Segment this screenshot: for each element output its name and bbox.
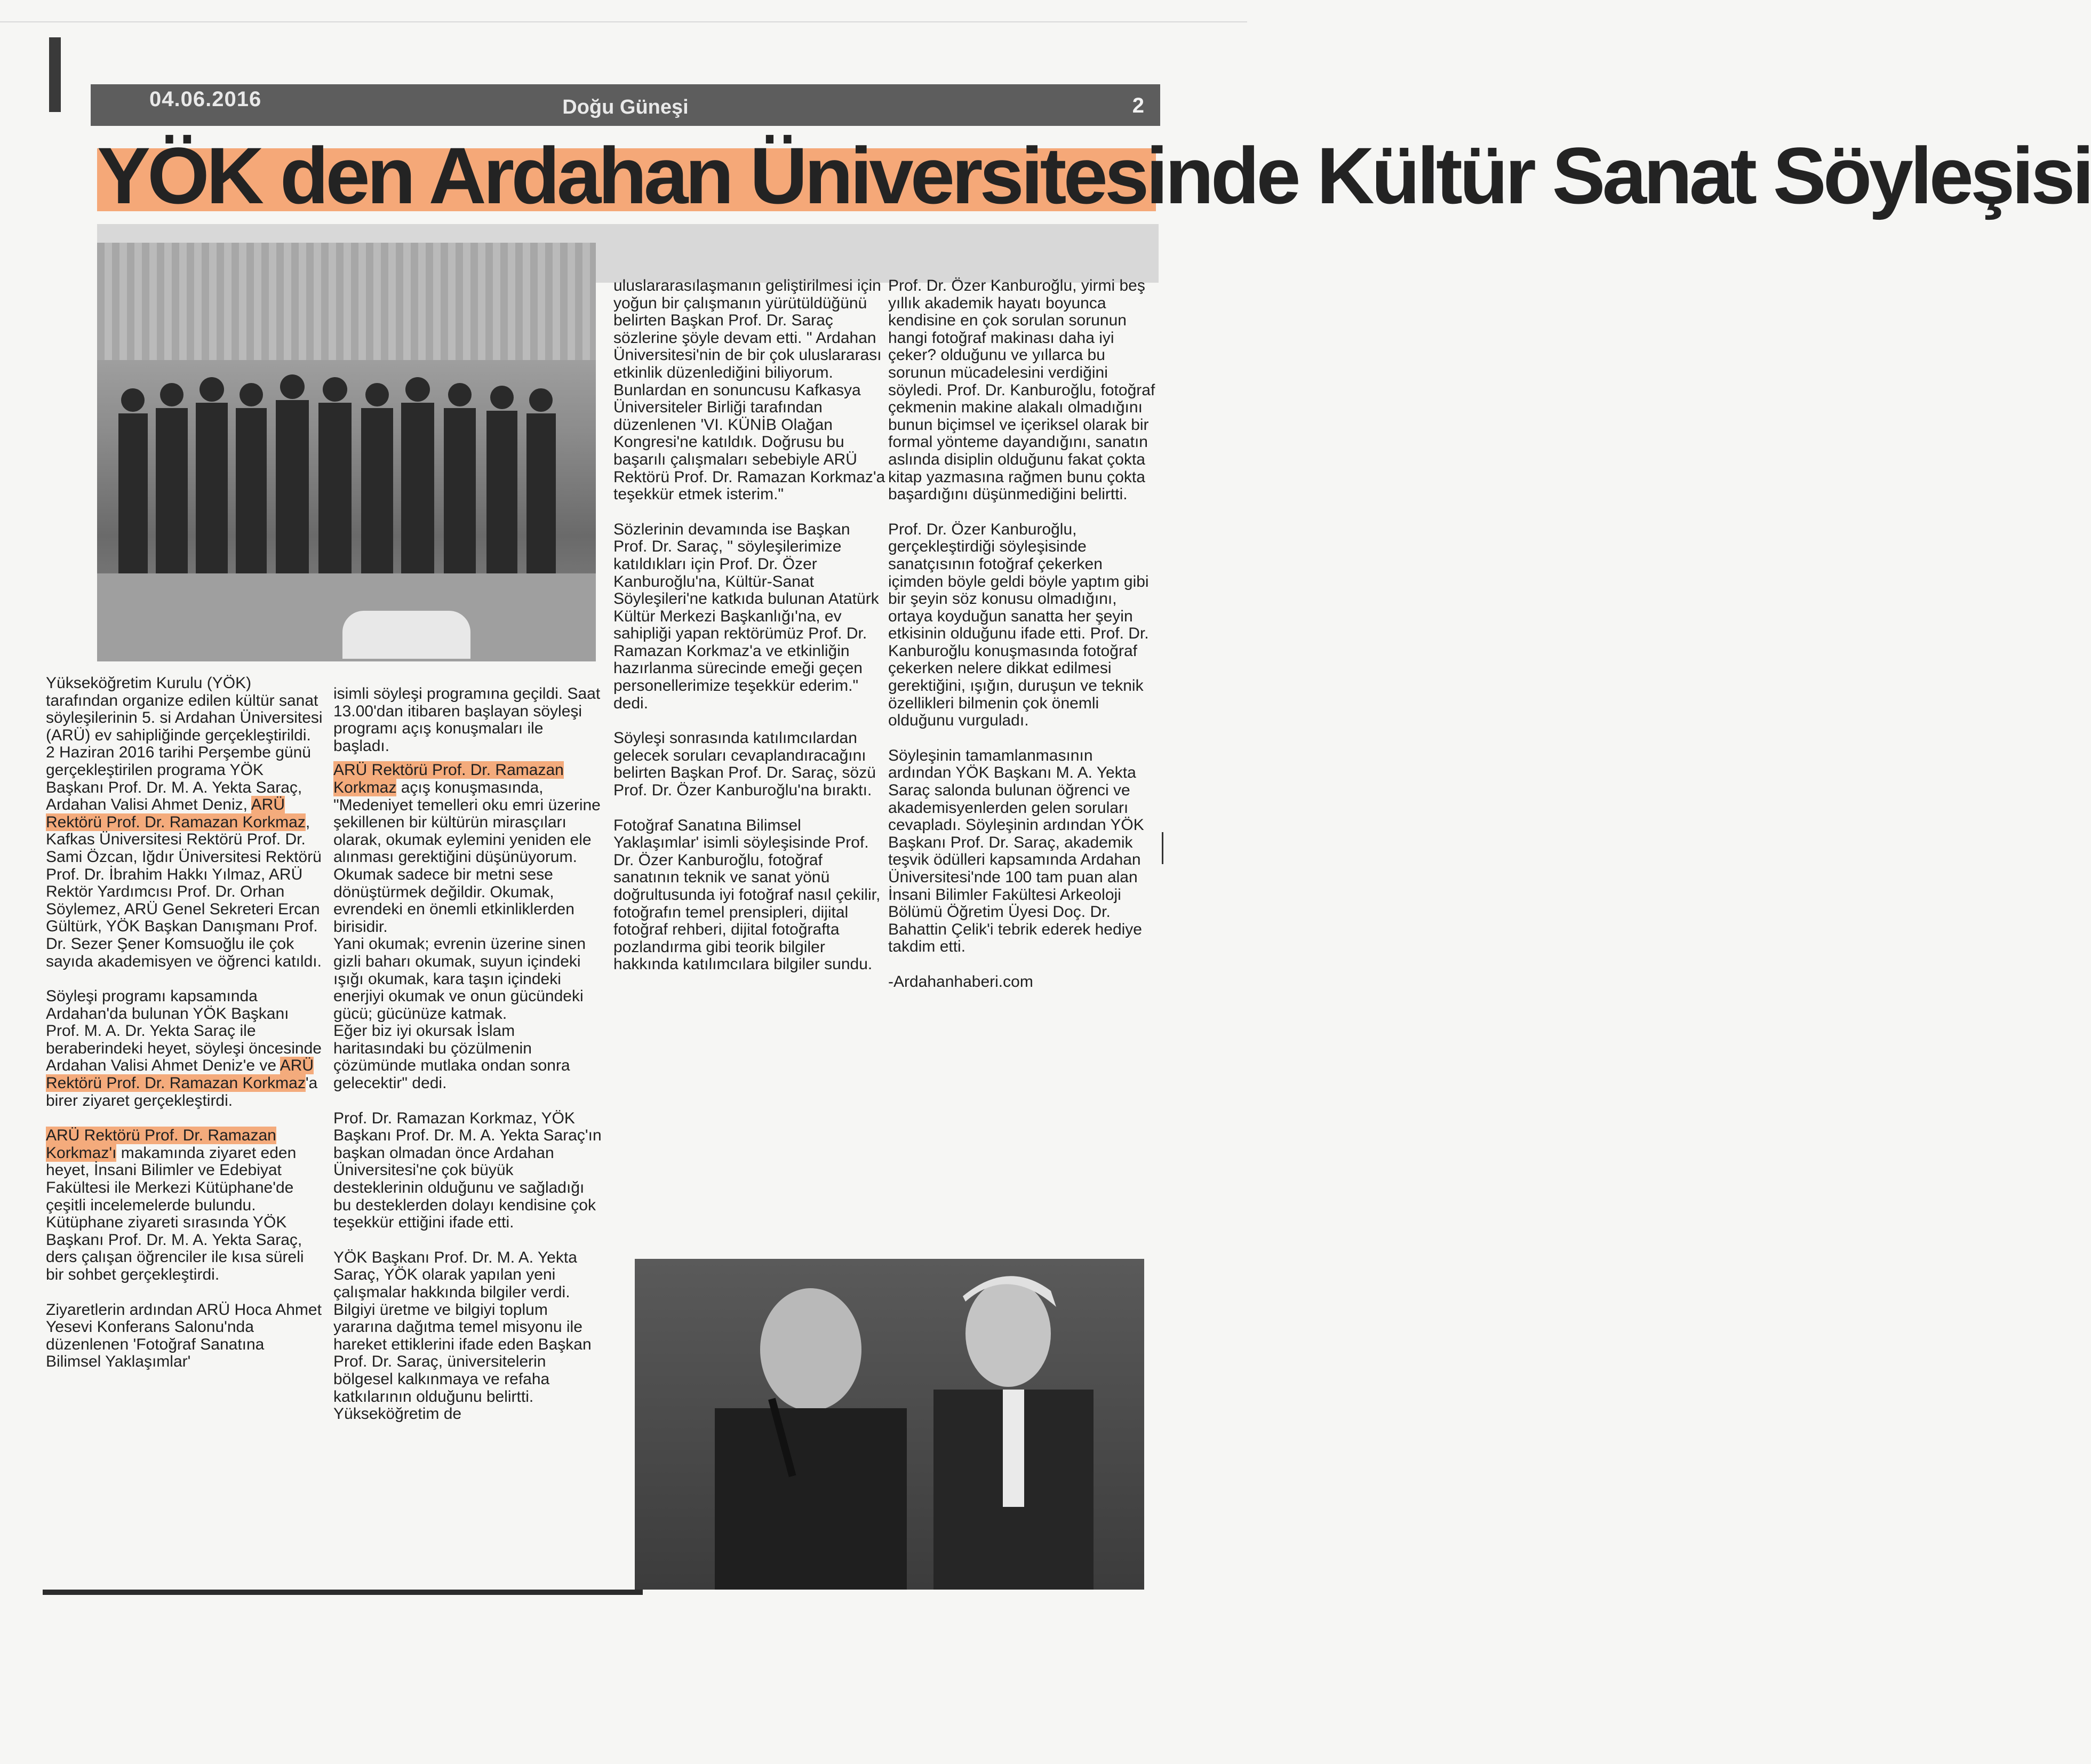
col2-paragraph-3: Yani okumak; evrenin üzerine sinen gizli baharı okumak, suyun içindeki ışığı okumak, kara taşın içindeki enerjiyi okumak ve onun gücündeki gücü; gücünüze katmak. (333, 935, 586, 1023)
col3-paragraph-4: Fotoğraf Sanatına Bilimsel Yaklaşımlar' isimli söyleşisinde Prof. Dr. Özer Kanburoğlu, fotoğraf sanatının teknik ve sanat yönü doğrultusunda iyi fotoğraf nasıl çekilir, fotoğrafın temel prensipleri, dijital fotoğraf rehberi, dijital fotoğrafta pozlandırma gibi teorik bilgiler hakkında katılımcılara bilgiler sundu. (613, 816, 881, 973)
column-4 (888, 277, 1160, 1009)
highlight-rector: ARÜ Rektörü Prof. Dr. Ramazan Korkmaz (333, 761, 564, 796)
group-figures (113, 349, 585, 573)
page-edge (0, 21, 1247, 22)
col1-paragraph-1: Yükseköğretim Kurulu (YÖK) tarafından organize edilen kültür sanat söyleşilerinin 5. si Ardahan Üniversitesi (ARÜ) ev sahipliğinde gerçekleştirildi. 2 Haziran 2016 tarihi Perşembe günü gerçekleştirilen programa YÖK Başkanı Prof. Dr. M. A. Yekta Saraç, Ardahan Valisi Ahmet Deniz, ARÜ Rektörü Prof. Dr. Ramazan Korkmaz, Kafkas Üniversitesi Rektörü Prof. Dr. Sami Özcan, Iğdır Üniversitesi Rektörü Prof. Dr. İbrahim Hakkı Yılmaz, ARÜ Rektör Yardımcısı Prof. Dr. Orhan Söylemez, ARÜ Genel Sekreteri Ercan Gültürk, YÖK Başkan Danışmanı Prof. Dr. Sezer Şener Komsuoğlu ile çok sayıda akademisyen ve öğrenci katıldı. (46, 674, 323, 970)
flower-arrangement (342, 611, 470, 659)
highlight-rector: ARÜ Rektörü Prof. Dr. Ramazan Korkmaz (46, 1057, 314, 1092)
binding-mark (49, 37, 61, 112)
col2-paragraph-6: YÖK Başkanı Prof. Dr. M. A. Yekta Saraç, YÖK olarak yapılan yeni çalışmalar hakkında bilgiler verdi. Bilgiyi üretme ve bilgiyi toplum yararına dağıtma temel misyonu ile hareket ettiklerini ifade eden Başkan Prof. Dr. Saraç, üniversitelerin bölgesel kalkınmaya ve refaha katkılarının olduğunu belirtti. (333, 1248, 592, 1406)
column-1 (46, 675, 323, 1388)
col3-paragraph-2: Sözlerinin devamında ise Başkan Prof. Dr. Saraç, " söyleşilerimize katıldıkları için Prof. Dr. Özer Kanburoğlu'na, Kültür-Sanat Söyleşileri'ne katkıda bulunan Atatürk Kültür Merkezi Başkanlığı'na, ev sahipliği yapan rektörümüz Prof. Dr. Ramazan Korkmaz'a ve etkinliğin hazırlanma sürecinde emeği geçen personellerimize teşekkür ederim." dedi. (613, 520, 879, 712)
col2-paragraph-2: ARÜ Rektörü Prof. Dr. Ramazan Korkmaz açış konuşmasında, "Medeniyet temelleri oku emri üzerine şekillenen bir kültürün mirasçıları olarak, okumak eylemini yeniden ele alınması gerektiğini düşünüyorum. Okumak sadece bir metni sese dönüştürmek değildir. Okumak, evrendeki en önemli etkinliklerden birisidir. (333, 761, 601, 936)
col1-paragraph-4: Ziyaretlerin ardından ARÜ Hoca Ahmet Yesevi Konferans Salonu'nda düzenlenen 'Fotoğraf Sanatına Bilimsel Yaklaşımlar' (46, 1300, 322, 1371)
headline: YÖK den Ardahan Üniversitesinde Kültür Sanat Söyleşisi (97, 131, 2091, 220)
col2-paragraph-1: isimli söyleşi programına geçildi. Saat 13.00'dan itibaren başlayan söyleşi programı açış konuşmaları ile başladı. (333, 685, 601, 755)
stage-backdrop (97, 243, 596, 360)
col1-paragraph-3: ARÜ Rektörü Prof. Dr. Ramazan Korkmaz'ı makamında ziyaret eden heyet, İnsani Bilimler ve Edebiyat Fakültesi ile Merkezi Kütüphane'de çeşitli incelemelerde bulundu. Kütüphane ziyareti sırasında YÖK Başkanı Prof. Dr. M. A. Yekta Saraç, ders çalışan öğrenciler ile kısa süreli bir sohbet gerçekleştirdi. (46, 1127, 304, 1283)
col2-paragraph-4: Eğer biz iyi okursak İslam haritasındaki bu çözülmenin çözümünde mutlaka ondan sonra gelecektir" dedi. (333, 1022, 570, 1092)
col4-paragraph-3: Söyleşinin tamamlanmasının ardından YÖK Başkanı M. A. Yekta Saraç salonda bulunan öğrenci ve akademisyenlerden gelen soruları cevapladı. Söyleşinin ardından YÖK Başkanı Prof. Dr. Saraç, akademik teşvik ödülleri kapsamında Ardahan Üniversitesi'nde 100 tam puan alan İnsani Bilimler Fakültesi Arkeoloji Bölümü Öğretim Üyesi Doç. Dr. Bahattin Çelik'i tebrik ederek hediye takdim etti. (888, 746, 1144, 956)
speaker-figures (635, 1259, 1144, 1590)
column-2 (333, 685, 603, 1441)
masthead-bar (91, 84, 1160, 126)
col2-paragraph-5: Prof. Dr. Ramazan Korkmaz, YÖK Başkanı Prof. Dr. M. A. Yekta Saraç'ın başkan olmadan önce Ardahan Üniversitesi'ne çok büyük desteklerinin olduğunu ve sağladığı bu desteklerden dolayı kendisine çok teşekkür ettiğini ifade etti. (333, 1109, 602, 1232)
col4-paragraph-1: Prof. Dr. Özer Kanburoğlu, yirmi beş yıllık akademik hayatı boyunca kendisine en çok sorulan sorunun hangi fotoğraf makinası daha iyi çeker? olduğunu ve yıllarca bu sorunun mücadelesini verdiğini söyledi. Prof. Dr. Kanburoğlu, fotoğraf çekmenin makine alakalı olmadığını bunun biçimsel ve içeriksel olarak bir formal yönteme dayandığını, sanatın aslında disiplin olduğunu fakat çokta kitap yazmasına rağmen bunu çokta başardığını düşünmediğini belirtti. (888, 277, 1155, 504)
column-3 (613, 277, 885, 991)
highlight-rector: ARÜ Rektörü Prof. Dr. Ramazan Korkmaz'ı (46, 1127, 276, 1162)
bottom-rule (43, 1590, 643, 1595)
col3-paragraph-3: Söyleşi sonrasında katılımcılardan gelecek soruları cevaplandıracağını belirten Başkan Prof. Dr. Saraç, sözü Prof. Dr. Özer Kanburoğlu'na bıraktı. (613, 729, 876, 800)
col4-paragraph-2: Prof. Dr. Özer Kanburoğlu, gerçekleştirdiği söyleşisinde sanatçısının fotoğraf çekerken içimden böyle geldi böyle yaptım gibi bir şeyin söz konusu olmadığını, ortaya koyduğun sanatta her şeyin etkisinin olduğunu ifade etti. Prof. Dr. Kanburoğlu konuşmasında fotoğraf çekerken nelere dikkat edilmesi gerektiğini, ışığın, duruşun ve teknik özellikleri bilmenin çok önemli olduğunu vurguladı. (888, 520, 1149, 730)
col3-paragraph-1: uluslararasılaşmanın geliştirilmesi için yoğun bir çalışmanın yürütüldüğünü belirten Başkan Prof. Dr. Saraç sözlerine şöyle devam etti. " Ardahan Üniversitesi'nin de bir çok uluslararası etkinlik düzenlediğini biliyorum. Bunlardan en sonuncusu Kafkasya Üniversiteler Birliği tarafından düzenlenen 'VI. KÜNİB Olağan Kongresi'ne katıldık. Doğrusu bu başarılı çalışmaları sebebiyle ARÜ Rektörü Prof. Dr. Ramazan Korkmaz'a teşekkür etmek isterim." (613, 277, 885, 504)
highlight-rector: ARÜ Rektörü Prof. Dr. Ramazan Korkmaz (46, 796, 306, 831)
col1-paragraph-2: Söyleşi programı kapsamında Ardahan'da bulunan YÖK Başkanı Prof. M. A. Dr. Yekta Saraç ile beraberindeki heyet, söyleşi öncesinde Ardahan Valisi Ahmet Deniz'e ve ARÜ Rektörü Prof. Dr. Ramazan Korkmaz'a birer ziyaret gerçekleştirdi. (46, 987, 322, 1110)
newspaper-name: Doğu Güneşi (562, 96, 689, 118)
margin-mark (1162, 832, 1163, 864)
group-photo (97, 243, 596, 661)
issue-date: 04.06.2016 (149, 87, 262, 111)
page-number: 2 (1132, 94, 1144, 117)
col2-paragraph-7: Yükseköğretim de (333, 1405, 462, 1423)
speaker-photo (635, 1259, 1144, 1590)
source-credit: -Ardahanhaberi.com (888, 972, 1033, 991)
